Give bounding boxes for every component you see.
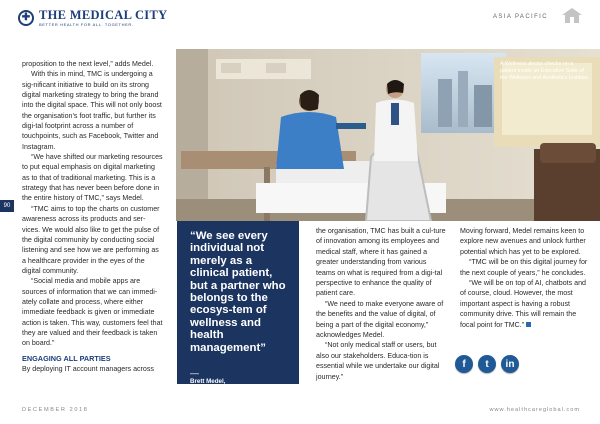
quote-attribution-role: Group Chief Information Officer	[190, 386, 276, 394]
quote-attribution-name: Brett Medel,	[190, 378, 226, 386]
brand-logo	[18, 9, 167, 27]
paragraph: “TMC will be on this digital journey for the next couple of years,” he concludes.	[460, 258, 588, 277]
logo-tagline: BETTER HEALTH FOR ALL. TOGETHER.	[39, 22, 134, 27]
section-label: ASIA PACIFIC	[492, 14, 548, 20]
footer-date: DECEMBER 2018	[22, 407, 89, 413]
logo-name: THE MEDICAL CITY	[39, 8, 168, 22]
paragraph: the organisation, TMC has built a cul-ture of innovation among its employees and medical staff, where it has gained a greater understanding from various teams on what is required from a digi-tal perspective to enhance the quality of patient care.	[316, 227, 446, 298]
paragraph: “TMC aims to top the charts on customer awareness across its products and ser-vices. We would also like to get the pulse of the digital community by conducting social listening and see how we are performing as a healthcare provider in the eyes of the digital community.	[22, 204, 160, 275]
paragraph: “Social media and mobile apps are sources of information that we can immedi-ately collate and process, where either immediate feedback is given or immediate action is taken. This way, customers feel that they are valued and their feedback is taken on board.”	[22, 277, 163, 348]
article-column-right	[460, 226, 590, 330]
linkedin-icon[interactable]: in	[501, 355, 519, 373]
paragraph: proposition to the next level,” adds Medel.	[22, 60, 154, 68]
twitter-icon[interactable]: t	[478, 355, 496, 373]
logo-emblem-icon: ✚	[18, 10, 34, 26]
paragraph: With this in mind, TMC is undergoing a sig-nificant initiative to build on its strong digital marketing strategy to bring the brand into the digital space. This will not only boost the organisation’s foot traffic, but further its digi-tal footprint across a number of touchpoints, such as Facebook, Twitter and Instagram.	[22, 70, 162, 151]
pull-quote-box	[177, 221, 299, 394]
pull-quote-dash: —	[190, 368, 199, 379]
social-links	[455, 355, 519, 373]
pull-quote-text: “We see every individual not merely as a clinical patient, but a partner who belongs to the ecosys-tem of wellness and health management”	[190, 230, 286, 354]
paragraph: Moving forward, Medel remains keen to explore new avenues and unlock further potential which has yet to be explored.	[460, 227, 586, 256]
home-icon[interactable]	[562, 8, 582, 28]
page-number-left: 90	[0, 200, 14, 212]
paragraph: By deploying IT account managers across	[22, 364, 154, 373]
paragraph: “We have shifted our marketing resources to put equal emphasis on digital marketing as to that of traditional marketing. This is a strategy that has never been before done in the entire history of TMC,” says Medel.	[22, 153, 163, 203]
paragraph-final	[460, 278, 590, 330]
facebook-icon[interactable]: f	[455, 355, 473, 373]
paragraph-text: “We will be on top of AI, chatbots and of course, cloud. However, the most important aspect is having a robust community drive. This will remain the focal point for TMC.”	[460, 279, 586, 329]
photo-caption: A Wellness doctor checks on a patient inside an Executive Suite of the Wellness and Aesthetics Institute.	[500, 61, 590, 82]
end-mark-icon	[526, 322, 531, 327]
paragraph: “We need to make everyone aware of the benefits and the value of digital, of being a part of the digital economy,” acknowledges Medel.	[316, 299, 444, 340]
subheading: ENGAGING ALL PARTIES	[22, 353, 111, 363]
footer-url[interactable]: www.healthcareglobal.com	[489, 407, 580, 413]
article-column-middle	[316, 226, 446, 382]
paragraph: “Not only medical staff or users, but also our stakeholders. Educa-tion is essential while we undertake our digital journey.”	[316, 341, 440, 381]
article-column-left	[22, 59, 163, 374]
